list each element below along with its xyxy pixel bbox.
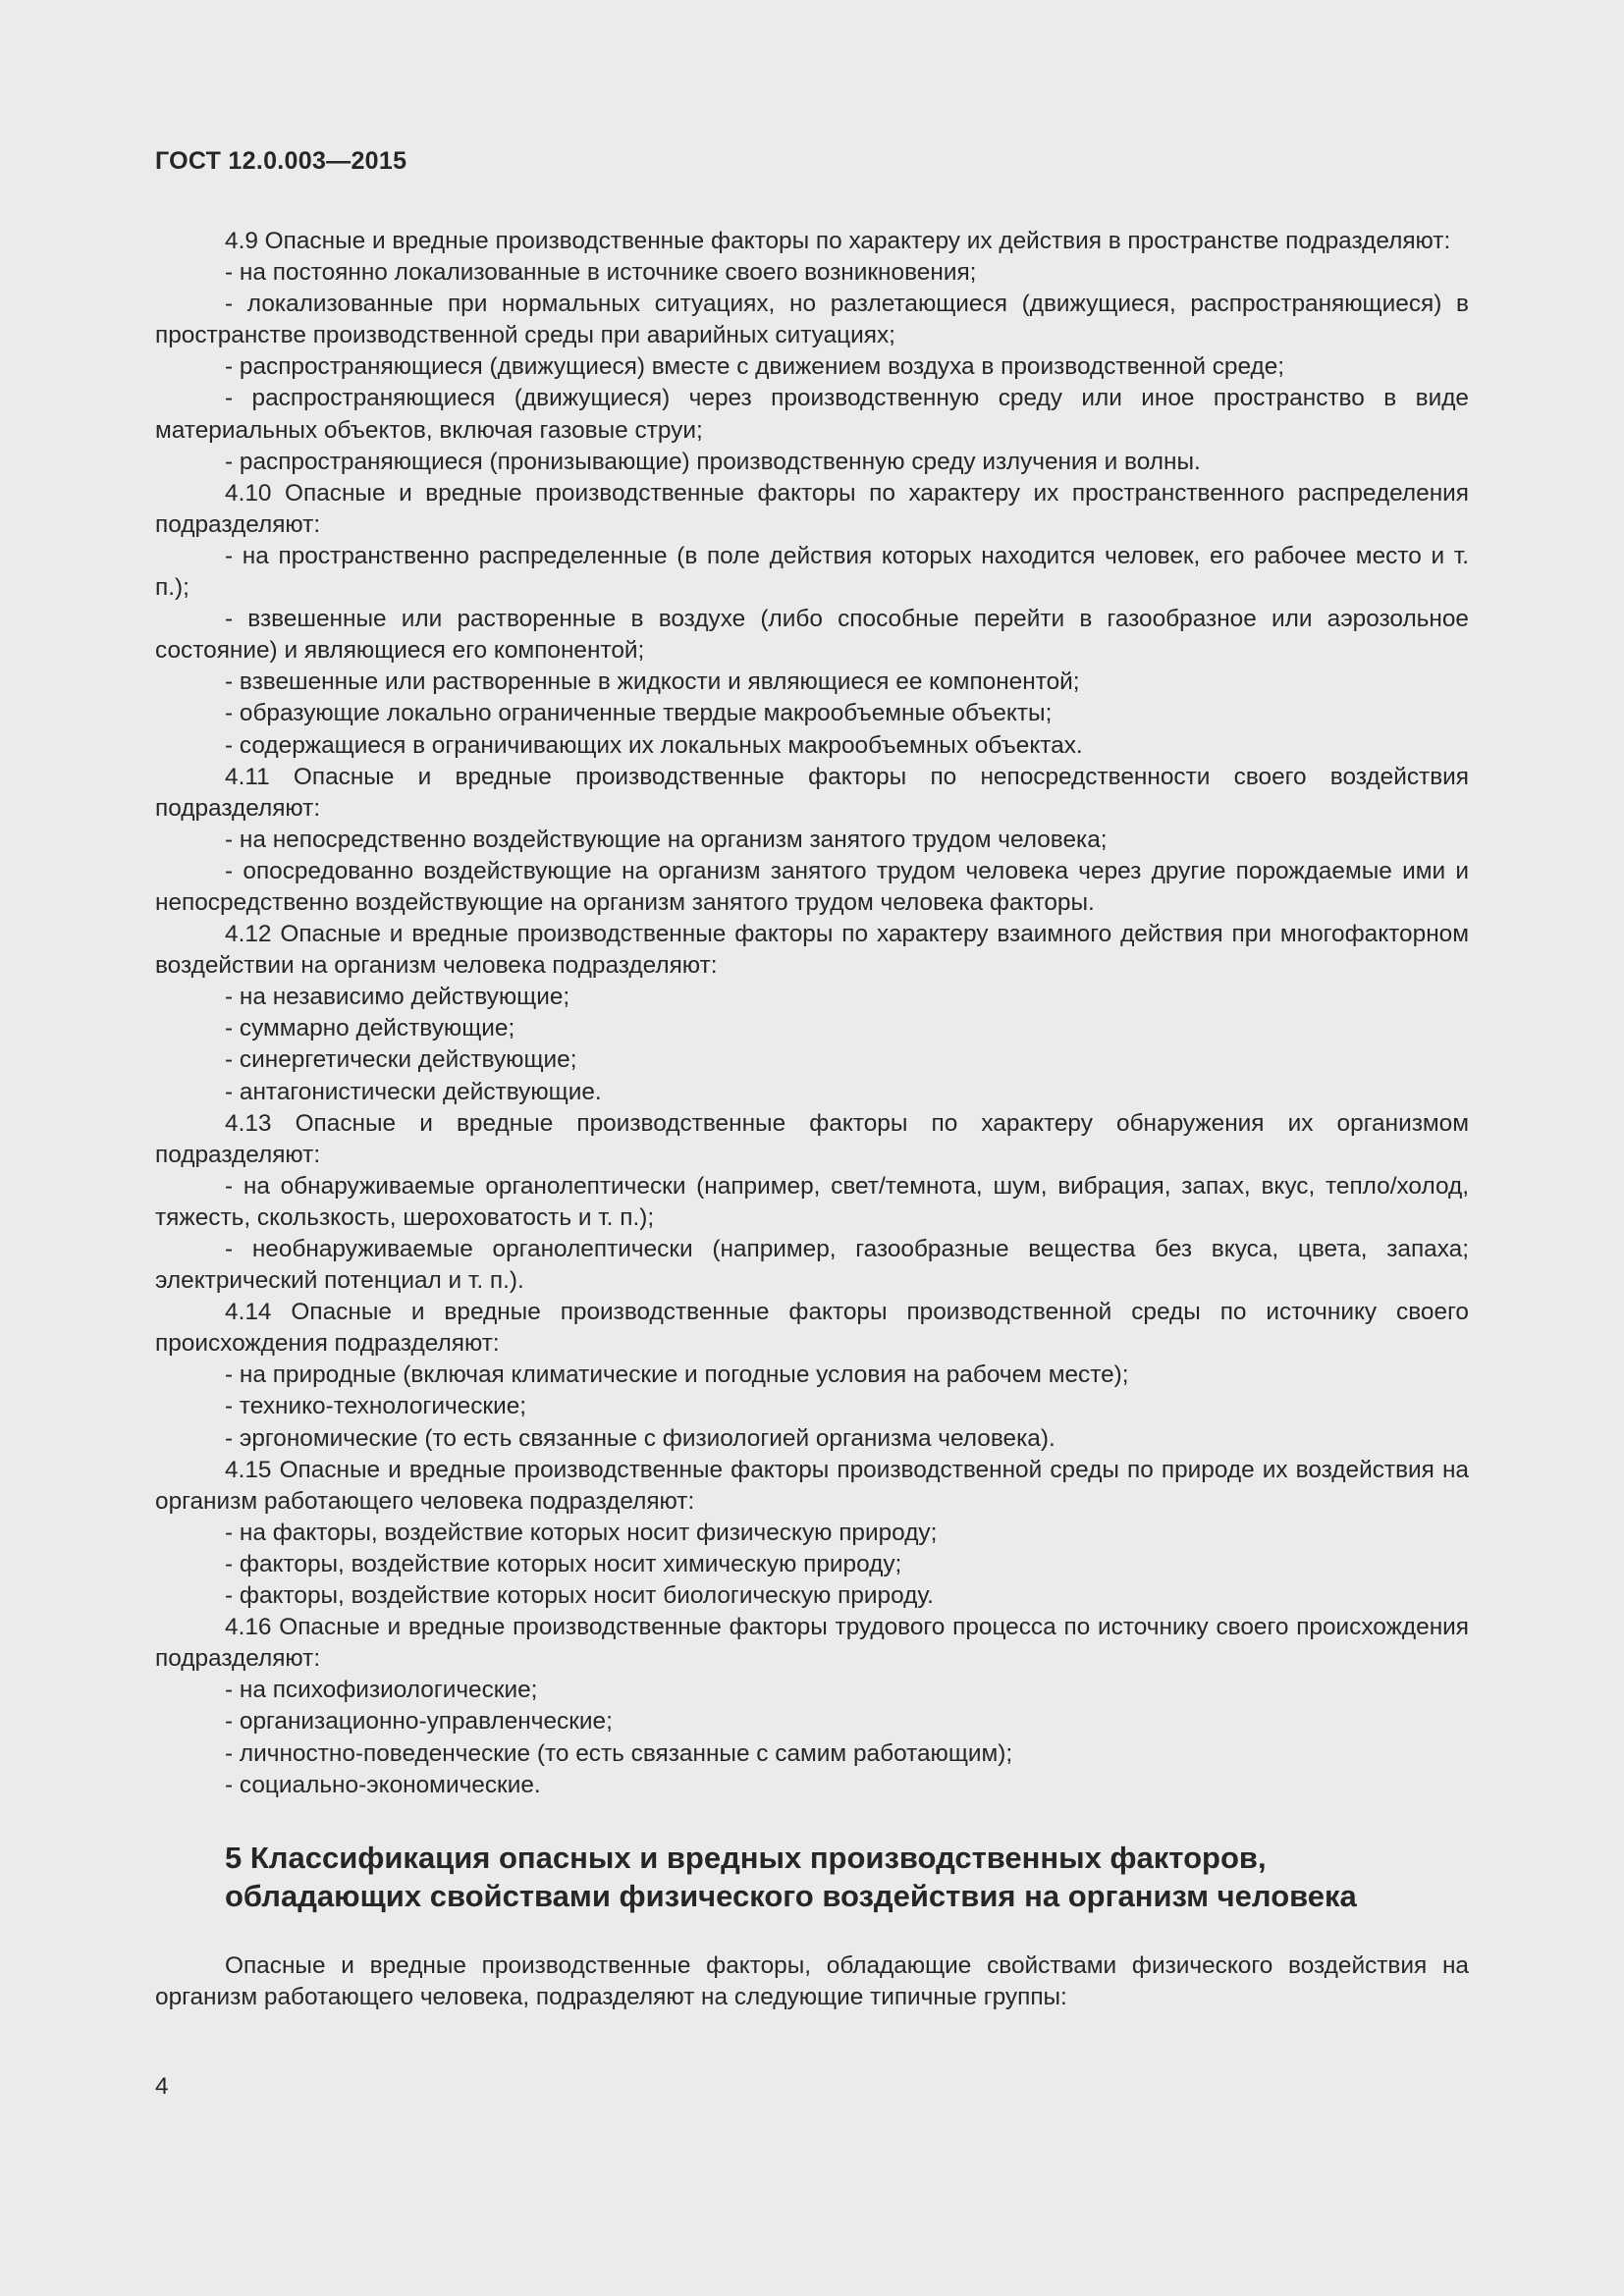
list-item: - эргономические (то есть связанные с физиологией организма человека).	[225, 1424, 1056, 1452]
list-item: - на пространственно распределенные (в поле действия которых находится человек, его рабочее место и т. п.);	[155, 542, 1469, 602]
list-item: - локализованные при нормальных ситуациях, но разлетающиеся (движущиеся, распространяющиеся) в пространстве производственной среды при аварийных ситуациях;	[155, 291, 1469, 349]
section-5-heading-line-1: 5 Классификация опасных и вредных производственных факторов,	[225, 1840, 1267, 1875]
list-item: - на факторы, воздействие которых носит физическую природу;	[225, 1519, 938, 1546]
section-5-paragraph: Опасные и вредные производственные факторы, обладающие свойствами физического воздействия на организм работающего человека, подразделяют на следующие типичные группы:	[155, 1951, 1469, 2010]
clause-4-11: 4.11 Опасные и вредные производственные факторы по непосредственности своего воздействия подразделяют:	[155, 763, 1469, 822]
section-5-heading-line-2: обладающих свойствами физического воздействия на организм человека	[225, 1878, 1357, 1913]
list-item: - синергетически действующие;	[225, 1046, 577, 1074]
list-item: - распространяющиеся (пронизывающие) производственную среду излучения и волны.	[225, 448, 1201, 475]
list-item: - необнаруживаемые органолептически (например, газообразные вещества без вкуса, цвета, запаха; электрический потенциал и т. п.).	[155, 1236, 1469, 1295]
list-item: - технико-технологические;	[225, 1393, 527, 1420]
page-body	[155, 226, 1469, 2013]
list-item: - факторы, воздействие которых носит биологическую природу.	[225, 1582, 934, 1610]
list-item: - социально-экономические.	[225, 1771, 541, 1798]
list-item: - распространяющиеся (движущиеся) вместе с движением воздуха в производственной среде;	[225, 353, 1285, 381]
list-item: - взвешенные или растворенные в воздухе (либо способные перейти в газообразное или аэрозольное состояние) и являющиеся его компонентой;	[155, 606, 1469, 665]
list-item: - опосредованно воздействующие на организм занятого трудом человека через другие порождаемые ими и непосредственно воздействующие на организм занятого трудом человека факторы.	[155, 857, 1469, 916]
list-item: - на природные (включая климатические и погодные условия на рабочем месте);	[225, 1362, 1129, 1389]
list-item: - организационно-управленческие;	[225, 1708, 613, 1735]
list-item: - на обнаруживаемые органолептически (например, свет/темнота, шум, вибрация, запах, вкус, тепло/холод, тяжесть, скользкость, шероховатость и т. п.);	[155, 1172, 1469, 1231]
list-item: - личностно-поведенческие (то есть связанные с самим работающим);	[225, 1739, 1013, 1767]
list-item: - на непосредственно воздействующие на организм занятого трудом человека;	[225, 826, 1108, 853]
running-header: ГОСТ 12.0.003—2015	[155, 147, 407, 175]
clause-4-13: 4.13 Опасные и вредные производственные факторы по характеру обнаружения их организмом подразделяют:	[155, 1109, 1469, 1168]
clause-4-15: 4.15 Опасные и вредные производственные факторы производственной среды по природе их воздействия на организм работающего человека подразделяют:	[155, 1456, 1469, 1515]
list-item: - факторы, воздействие которых носит химическую природу;	[225, 1550, 902, 1577]
list-item: - антагонистически действующие.	[225, 1078, 602, 1105]
section-5-heading	[225, 1839, 1469, 1915]
clause-4-10: 4.10 Опасные и вредные производственные факторы по характеру их пространственного распределения подразделяют:	[155, 479, 1469, 538]
list-item: - на психофизиологические;	[225, 1677, 538, 1704]
clause-4-9: 4.9 Опасные и вредные производственные факторы по характеру их действия в пространстве подразделяют:	[225, 228, 1451, 254]
page-number: 4	[155, 2073, 169, 2100]
clause-4-16: 4.16 Опасные и вредные производственные факторы трудового процесса по источнику своего происхождения подразделяют:	[155, 1614, 1469, 1673]
list-item: - содержащиеся в ограничивающих их локальных макрообъемных объектах.	[225, 731, 1083, 759]
list-item: - на постоянно локализованные в источнике своего возникновения;	[225, 259, 977, 287]
list-item: - на независимо действующие;	[225, 984, 570, 1011]
clause-4-12: 4.12 Опасные и вредные производственные факторы по характеру взаимного действия при многофакторном воздействии на организм человека подразделяют:	[155, 921, 1469, 980]
list-item: - взвешенные или растворенные в жидкости и являющиеся ее компонентой;	[225, 668, 1080, 696]
list-item: - распространяющиеся (движущиеся) через производственную среду или иное пространство в виде материальных объектов, включая газовые струи;	[155, 385, 1469, 444]
list-item: - суммарно действующие;	[225, 1015, 515, 1042]
list-item: - образующие локально ограниченные твердые макрообъемные объекты;	[225, 700, 1053, 727]
clause-4-14: 4.14 Опасные и вредные производственные факторы производственной среды по источнику своего происхождения подразделяют:	[155, 1299, 1469, 1358]
